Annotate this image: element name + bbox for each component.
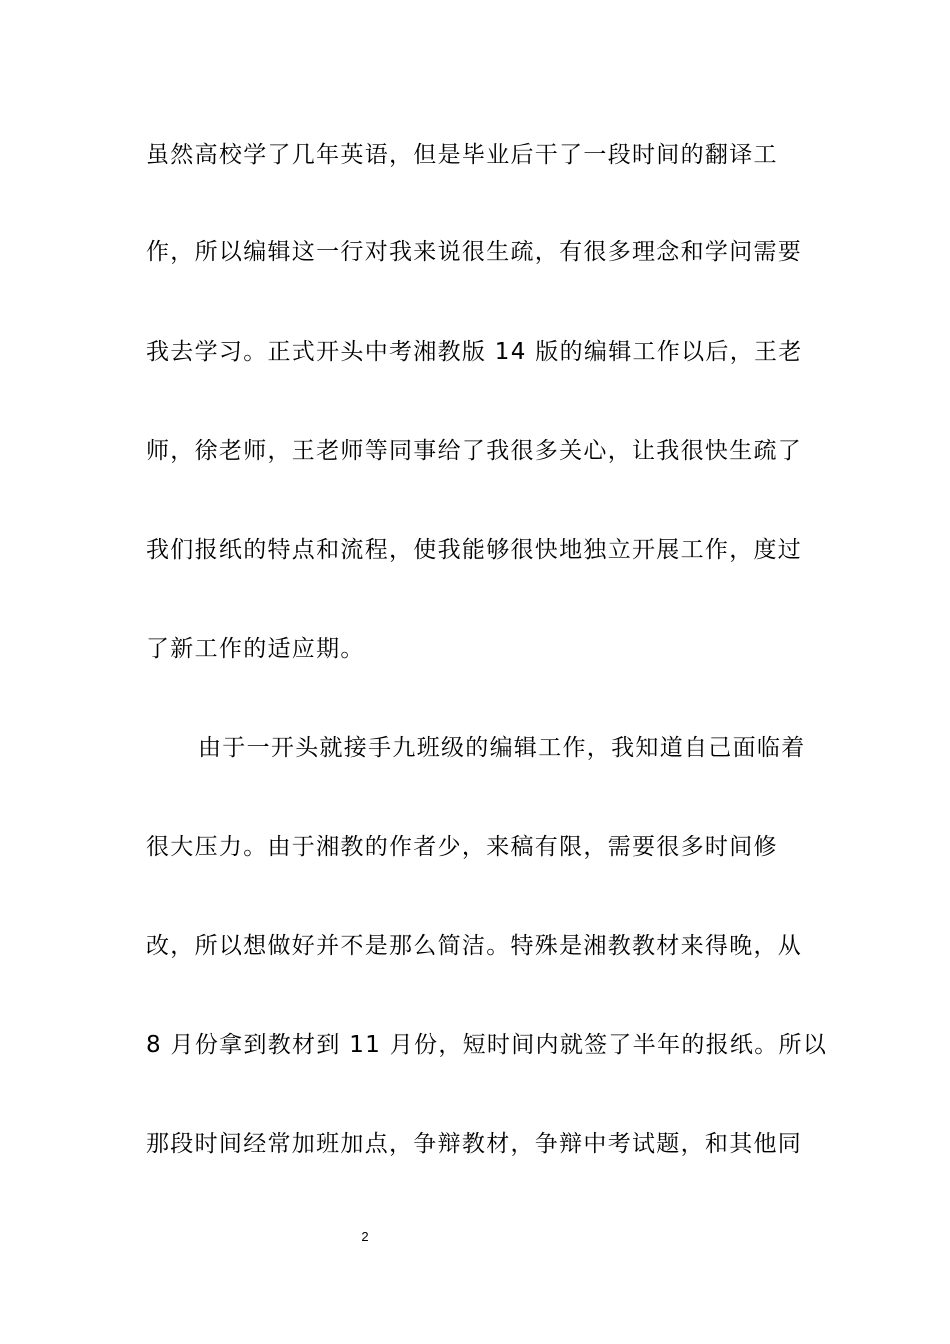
text-line: 虽然高校学了几年英语，但是毕业后干了一段时间的翻译工 — [146, 142, 778, 168]
text-line: 我们报纸的特点和流程，使我能够很快地独立开展工作，度过 — [146, 537, 803, 563]
text-line: 很大压力。由于湘教的作者少，来稿有限，需要很多时间修 — [146, 834, 778, 860]
text-line: 作，所以编辑这一行对我来说很生疏，有很多理念和学问需要 — [146, 239, 803, 265]
text-line: 了新工作的适应期。 — [146, 636, 365, 662]
text-line: 改，所以想做好并不是那么简洁。特殊是湘教教材来得晚，从 — [146, 933, 803, 959]
text-line: 那段时间经常加班加点，争辩教材，争辩中考试题，和其他同 — [146, 1131, 803, 1157]
text-line: 师，徐老师，王老师等同事给了我很多关心，让我很快生疏了 — [146, 438, 803, 464]
page-number: 2 — [361, 1229, 369, 1244]
text-line: 8 月份拿到教材到 11 月份，短时间内就签了半年的报纸。所以 — [146, 1032, 828, 1058]
paragraph-first-line: 由于一开头就接手九班级的编辑工作，我知道自己面临着 — [198, 735, 806, 761]
text-line: 我去学习。正式开头中考湘教版 14 版的编辑工作以后，王老 — [146, 339, 803, 365]
